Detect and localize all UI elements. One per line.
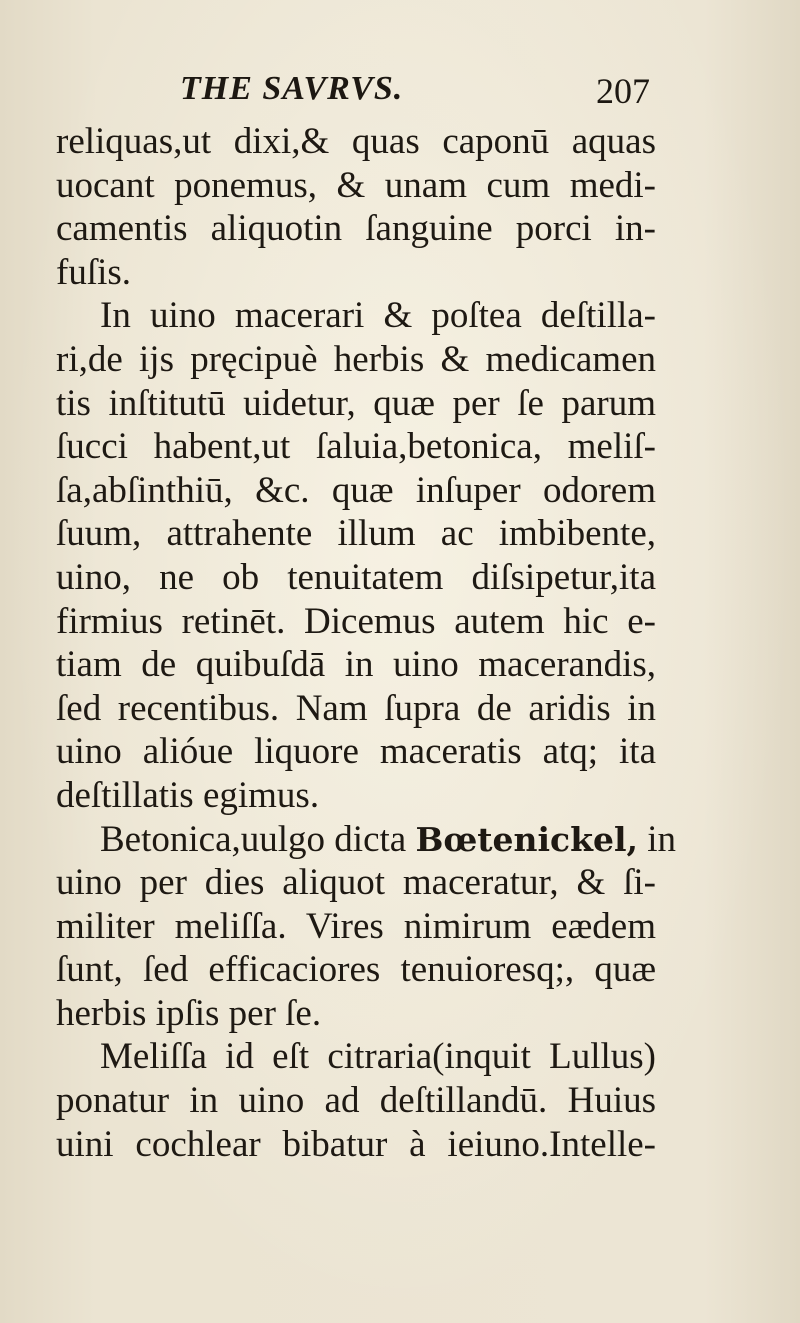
- text-line: tiam de quibuſdā in uino macerandis,: [56, 644, 656, 686]
- text-line: uino per dies aliquot maceratur, & ſi-: [56, 862, 656, 904]
- text-line: deſtillatis egimus.: [56, 774, 320, 816]
- text-line: ſa,abſinthiū, &c. quæ inſuper odorem: [56, 469, 656, 511]
- text-line: uino, ne ob tenuitatem diſsipetur,ita: [56, 556, 656, 598]
- body-text: [56, 120, 677, 1166]
- text-line: ſuum, attrahente illum ac imbibente,: [56, 513, 656, 555]
- text-line: militer meliſſa. Vires nimirum eædem: [56, 905, 656, 947]
- text-line: firmius retinēt. Dicemus autem hic e-: [56, 600, 656, 642]
- line-text: in: [647, 818, 677, 860]
- text-line: ſed recentibus. Nam ſupra de aridis in: [56, 687, 656, 729]
- text-line: herbis ipſis per ſe.: [56, 992, 322, 1034]
- text-line: ri,de ijs pręcipuè herbis & medicamen: [56, 338, 656, 380]
- running-title: THE SAVRVS.: [180, 70, 404, 107]
- text-line: tis inſtitutū uidetur, quæ per ſe parum: [56, 382, 656, 424]
- page-number: 207: [596, 71, 650, 111]
- text-line: ponatur in uino ad deſtillandū. Huius: [56, 1080, 656, 1122]
- text-line: reliquas,ut dixi,& quas caponū aquas: [56, 121, 656, 162]
- text-line: ſucci habent,ut ſaluia,betonica, meliſ-: [56, 426, 656, 468]
- text-line: camentis aliquotin ſanguine porci in-: [56, 208, 656, 250]
- text-line: uini cochlear bibatur à ieiuno.Intelle-: [56, 1123, 656, 1165]
- paragraph-start-line: Meliſſa id eſt citraria(inquit Lullus): [100, 1036, 656, 1078]
- vernacular-term: Bœtenickel,: [415, 819, 639, 859]
- line-text: Betonica,uulgo dicta: [100, 818, 407, 860]
- text-line: uocant ponemus, & unam cum medi-: [56, 164, 656, 206]
- text-line: ſunt, ſed efficaciores tenuioresq;, quæ: [56, 949, 656, 991]
- paragraph-start-line: In uino macerari & poſtea deſtilla-: [100, 295, 656, 337]
- paragraph-start-line: [56, 818, 677, 862]
- page-header: [180, 66, 650, 112]
- text-line: fuſis.: [56, 251, 132, 293]
- text-line: uino alióue liquore maceratis atq; ita: [56, 731, 656, 773]
